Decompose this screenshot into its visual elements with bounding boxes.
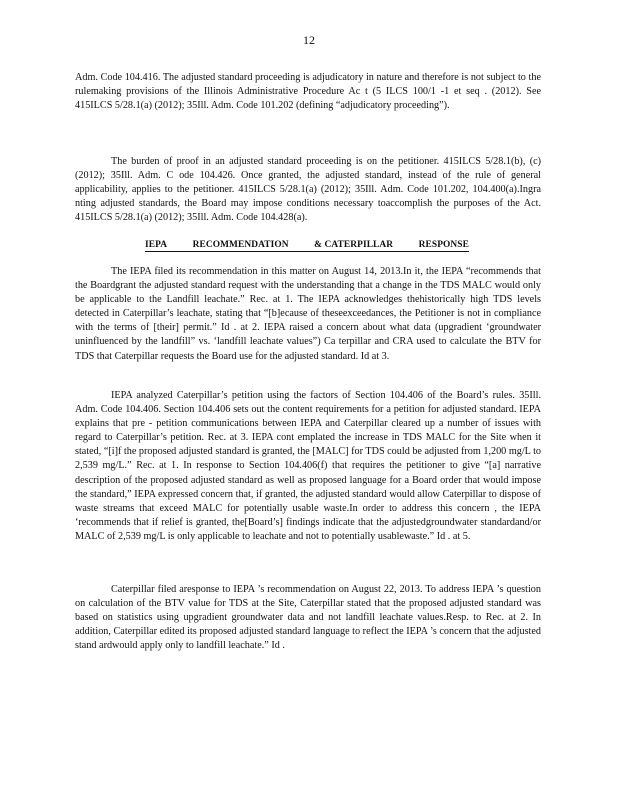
paragraph-burden-of-proof bbox=[75, 155, 541, 225]
heading-part: RESPONSE bbox=[418, 240, 469, 250]
section-heading bbox=[145, 240, 469, 252]
heading-part: IEPA bbox=[145, 240, 168, 250]
paragraph-text: IEPA analyzed Caterpillar’s petition using the factors of Section 104.406 of the Board’s rules. 35Ill. Adm. Code 104.406. Section 104.406 sets out the content requirements for a petition for adjusted standard. IEPA explains that pre - petition communications between IEPA and Caterpillar cleared up a number of issues with regard to Caterpillar’s petition. Rec. at 3. IEPA cont emplated the increase in TDS MALC for the Site when it stated, “[i]f the proposed adjusted standard is granted, the [MALC] for TDS could be adjusted from 1,200 mg/L to 2,539 mg/L.” Rec. at 1. In response to Section 104.406(f) that requires the petitioner to give “[a] narrative description of the proposed adjusted standard as well as proposed language for a Board order that would impose the standard,” IEPA expressed concern that, if granted, the adjusted standard would allow Caterpillar to dispose of waste streams that exceed MALC for potentially usable waste.In order to address this concern , the IEPA ‘recommends that if relief is granted, the[Board’s] findings indicate that the adjustedgroundwater standardand/or MALC of 2,539 mg/L is only applicable to leachate and not to potentially usablewaste.” Id . at 5. bbox=[75, 390, 541, 542]
paragraph-iepa-analysis bbox=[75, 389, 541, 544]
heading-part: RECOMMENDATION bbox=[192, 240, 289, 250]
page-number: 12 bbox=[303, 33, 315, 47]
paragraph-text: Adm. Code 104.416. The adjusted standard proceeding is adjudicatory in nature and therefore is not subject to the rulemaking provisions of the Illinois Administrative Procedure Ac t (5 ILCS 100/1 -1 et seq . (2012). See 415ILCS 5/28.1(a) (2012); 35Ill. Adm. Code 101.202 (defining “adjudicatory proceeding”). bbox=[75, 72, 541, 112]
paragraph-caterpillar-response bbox=[75, 583, 541, 653]
paragraph-text: The burden of proof in an adjusted standard proceeding is on the petitioner. 415ILCS 5/28.1(b), (c) (2012); 35Ill. Adm. C ode 104.426. Once granted, the adjusted standard, instead of the rule of general applicability, applies to the petitioner. 415ILCS 5/28.1(a) (2012); 35Ill. Adm. Code 101.202, 104.400(a).Ingra nting adjusted standards, the Board may impose conditions necessary toaccomplish the purposes of the Act. 415ILCS 5/28.1(a) (2012); 35Ill. Adm. Code 104.428(a). bbox=[75, 156, 541, 224]
paragraph-adjudicatory bbox=[75, 71, 541, 113]
heading-part: & CATERPILLAR bbox=[314, 240, 394, 250]
paragraph-text: The IEPA filed its recommendation in this matter on August 14, 2013.In it, the IEPA “recommends that the Boardgrant the adjusted standard request with the understanding that a change in the TDS MALC would only be applicable to the Landfill leachate.” Rec. at 1. The IEPA acknowledges thehistorically high TDS levels detected in Caterpillar’s leachate, stating that “[b]ecause of theseexceedances, the Petitioner is not in compliance with the terms of [their] permit.” Id . at 2. IEPA raised a concern about what data (upgradient ‘groundwater uninfluenced by the landfill” vs. ‘landfill leachate values”) Ca terpillar and CRA used to calculate the BTV for TDS that Caterpillar requests the Board use for the adjusted standard. Id at 3. bbox=[75, 266, 541, 362]
paragraph-text: Caterpillar filed aresponse to IEPA ’s recommendation on August 22, 2013. To address IEPA ’s question on calculation of the BTV value for TDS at the Site, Caterpillar stated that the proposed adjusted standard was based on statistics using upgradient groundwater data and not landfill leachate values.Resp. to Rec. at 2. In addition, Caterpillar edited its proposed adjusted standard language to reflect the IEPA ’s concern that the adjusted stand ardwould apply only to landfill leachate.” Id . bbox=[75, 584, 541, 652]
paragraph-iepa-recommendation bbox=[75, 265, 541, 364]
